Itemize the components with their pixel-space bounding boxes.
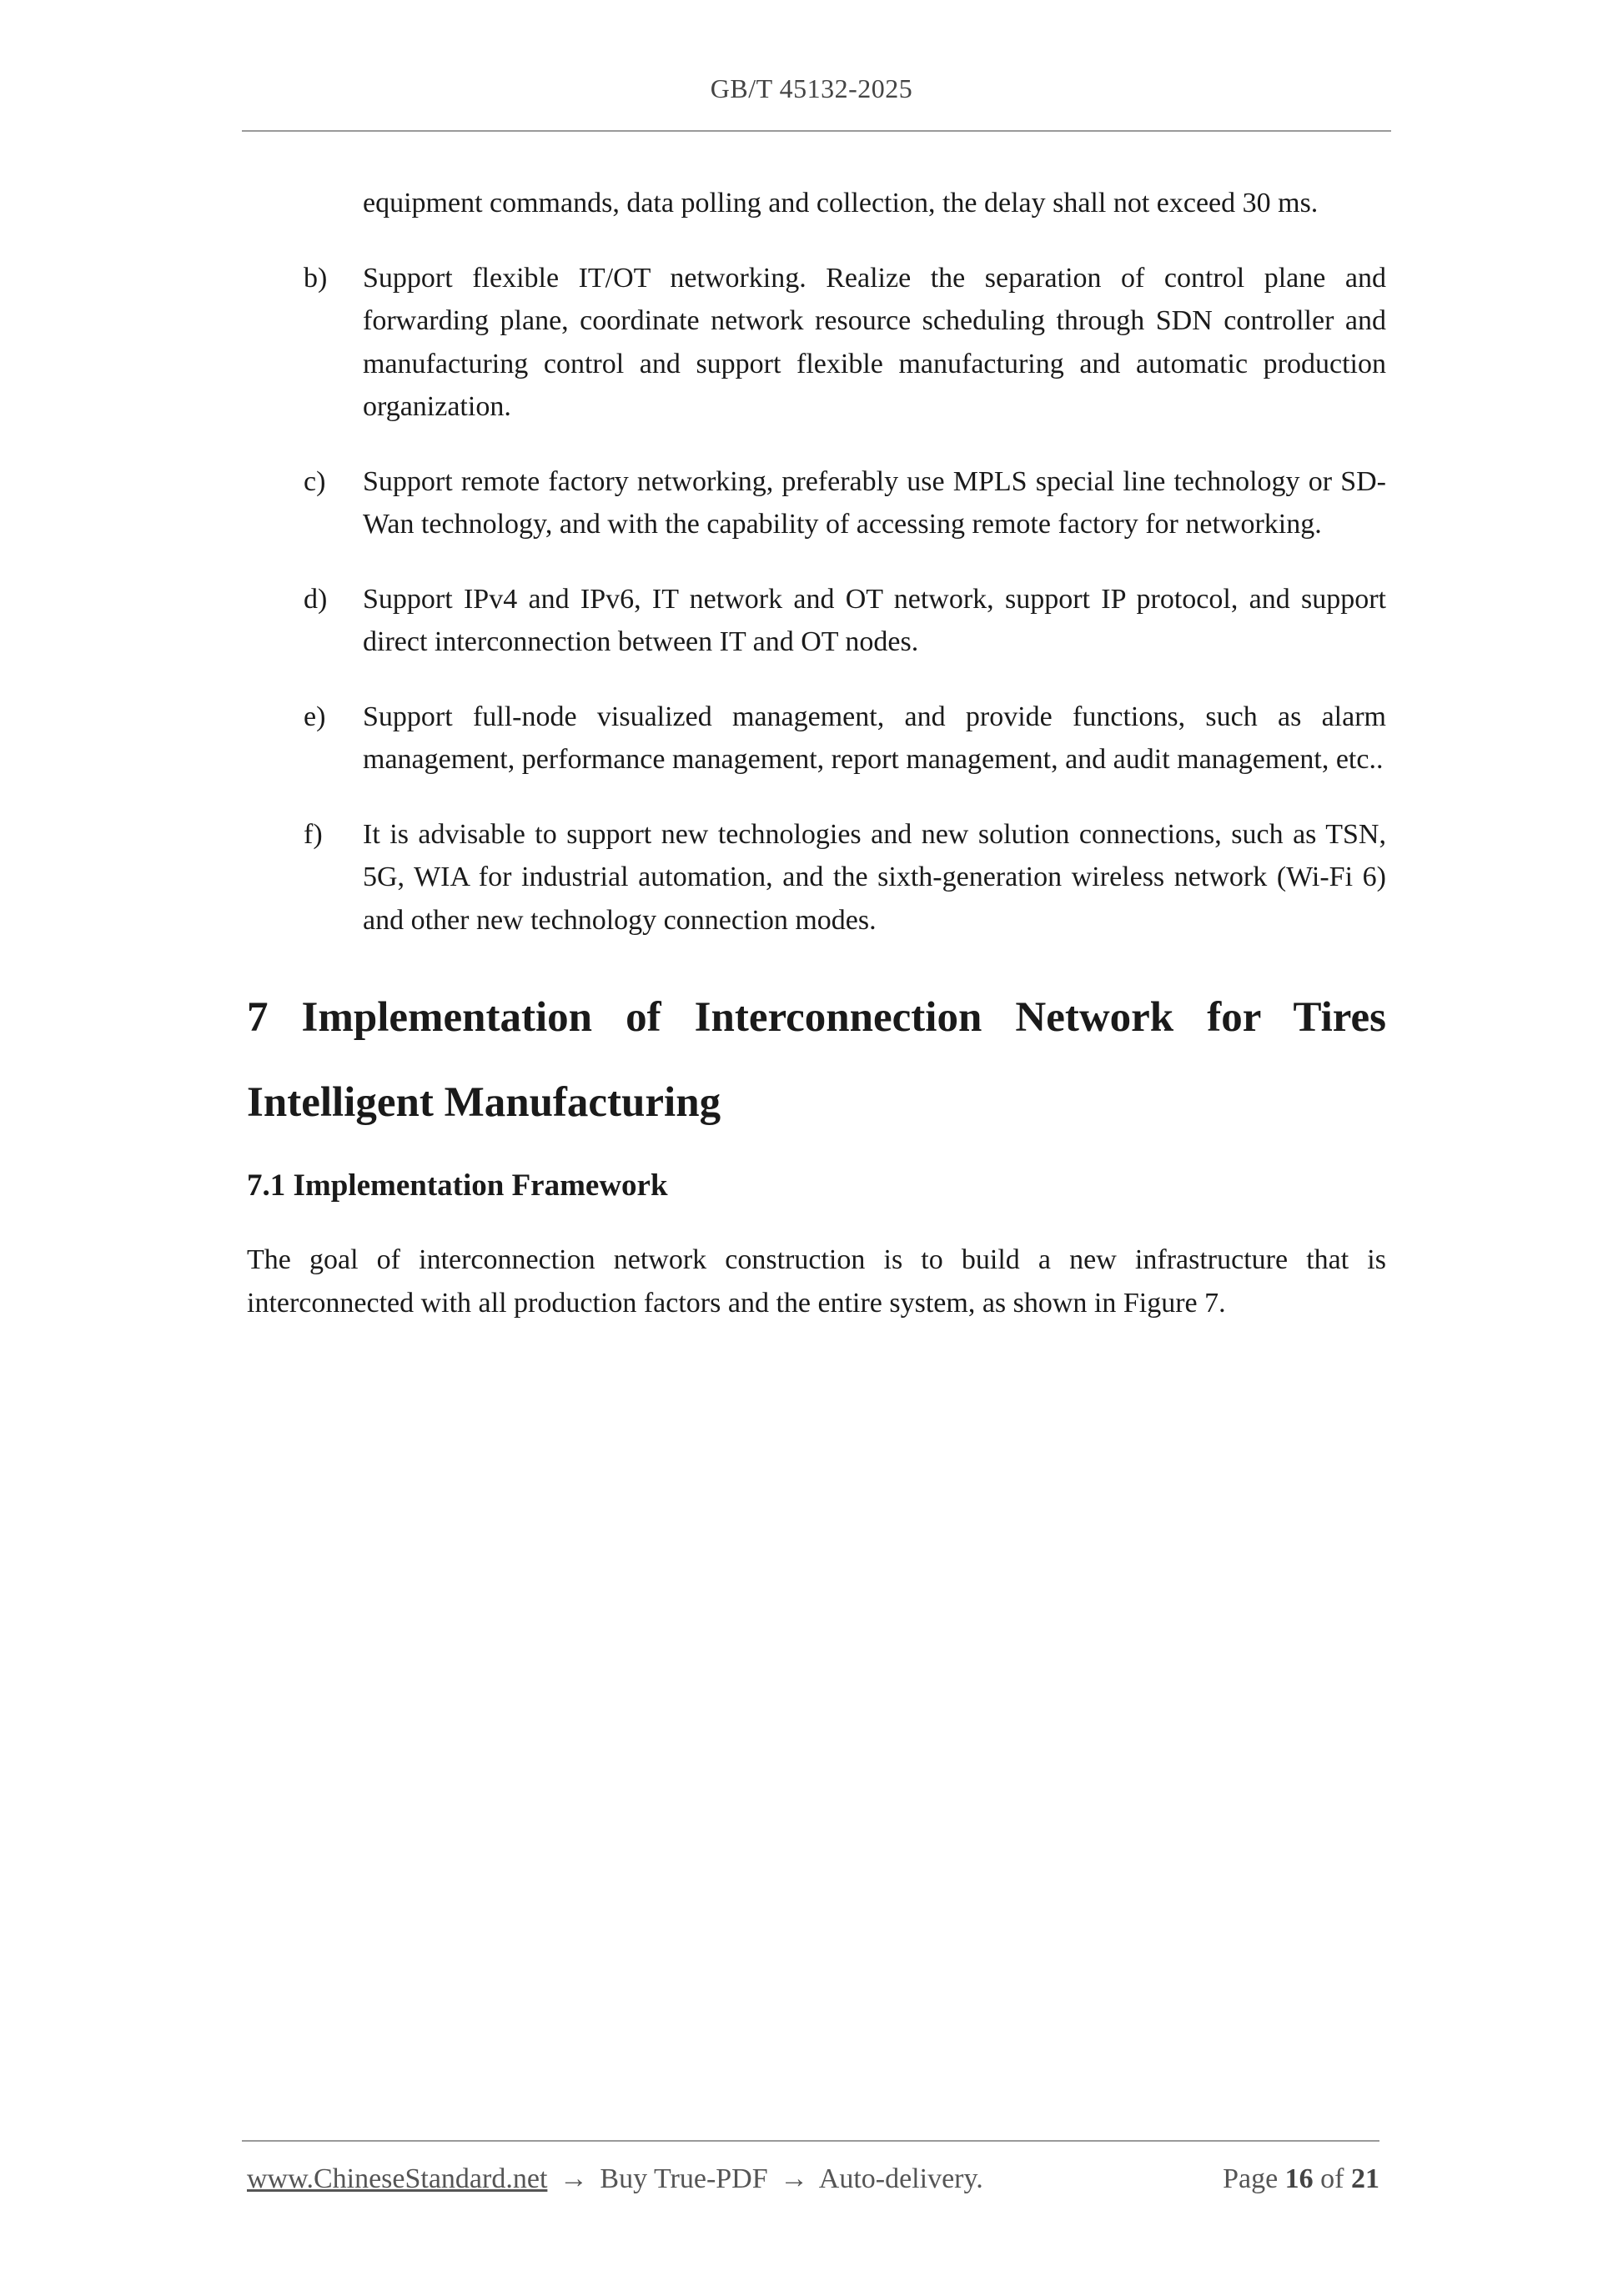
page-total: 21 — [1351, 2163, 1379, 2194]
page-body — [247, 182, 1386, 1324]
arrow-right-icon: → — [780, 2163, 809, 2194]
buy-text: Buy True-PDF — [600, 2163, 768, 2194]
body-paragraph: The goal of interconnection network construction is to build a new infrastructure that is interconnected with all production factors and the entire system, as shown in Figure 7. — [247, 1244, 1386, 1319]
list-marker: e) — [304, 701, 326, 732]
page-header-standard-code: GB/T 45132-2025 — [710, 73, 913, 103]
page-number — [1223, 2163, 1379, 2195]
page-footer — [247, 2163, 1379, 2195]
arrow-right-icon: → — [559, 2163, 588, 2194]
list-item — [247, 578, 1386, 664]
site-link[interactable]: www.ChineseStandard.net — [247, 2163, 548, 2194]
page-label: Page — [1223, 2163, 1279, 2194]
list-marker: d) — [304, 583, 328, 615]
list-marker: f) — [304, 818, 323, 850]
section-heading-line-1: 7 Implementation of Interconnection Network for Tires — [247, 994, 1386, 1041]
list-item — [247, 257, 1386, 429]
page-current: 16 — [1284, 2163, 1314, 2194]
continued-list-text: equipment commands, data polling and collection, the delay shall not exceed 30 ms. — [363, 188, 1319, 219]
footer-left — [247, 2163, 983, 2195]
list-item-text: Support full-node visualized management, and provide functions, such as alarm management, performance management, report management, and audit management, etc.. — [363, 701, 1386, 775]
list-marker: b) — [304, 262, 328, 294]
page-of: of — [1320, 2163, 1344, 2194]
list-item-text: It is advisable to support new technologies and new solution connections, such as TSN, 5G, WIA for industrial automation, and the sixth-generation wireless network (Wi-Fi 6) and other new technology connection modes. — [363, 818, 1386, 936]
section-heading — [247, 975, 1386, 1145]
list-marker: c) — [304, 465, 326, 497]
list-item-text: Support flexible IT/OT networking. Realize the separation of control plane and forwarding plane, coordinate network resource scheduling through SDN controller and manufacturing control and support flexible manufacturing and automatic production organization. — [363, 262, 1386, 422]
list-item — [247, 696, 1386, 781]
delivery-text: Auto-delivery. — [818, 2163, 983, 2194]
list-item-text: Support remote factory networking, preferably use MPLS special line technology or SD-Wan technology, and with the capability of accessing remote factory for networking. — [363, 465, 1386, 540]
header-divider — [242, 130, 1391, 132]
section-heading-line-2: Intelligent Manufacturing — [247, 1079, 721, 1126]
subsection-heading: 7.1 Implementation Framework — [247, 1168, 668, 1203]
list-item-text: Support IPv4 and IPv6, IT network and OT network, support IP protocol, and support direct interconnection between IT and OT nodes. — [363, 583, 1386, 657]
list-item — [247, 460, 1386, 546]
footer-divider — [242, 2140, 1379, 2142]
list-item — [247, 813, 1386, 942]
